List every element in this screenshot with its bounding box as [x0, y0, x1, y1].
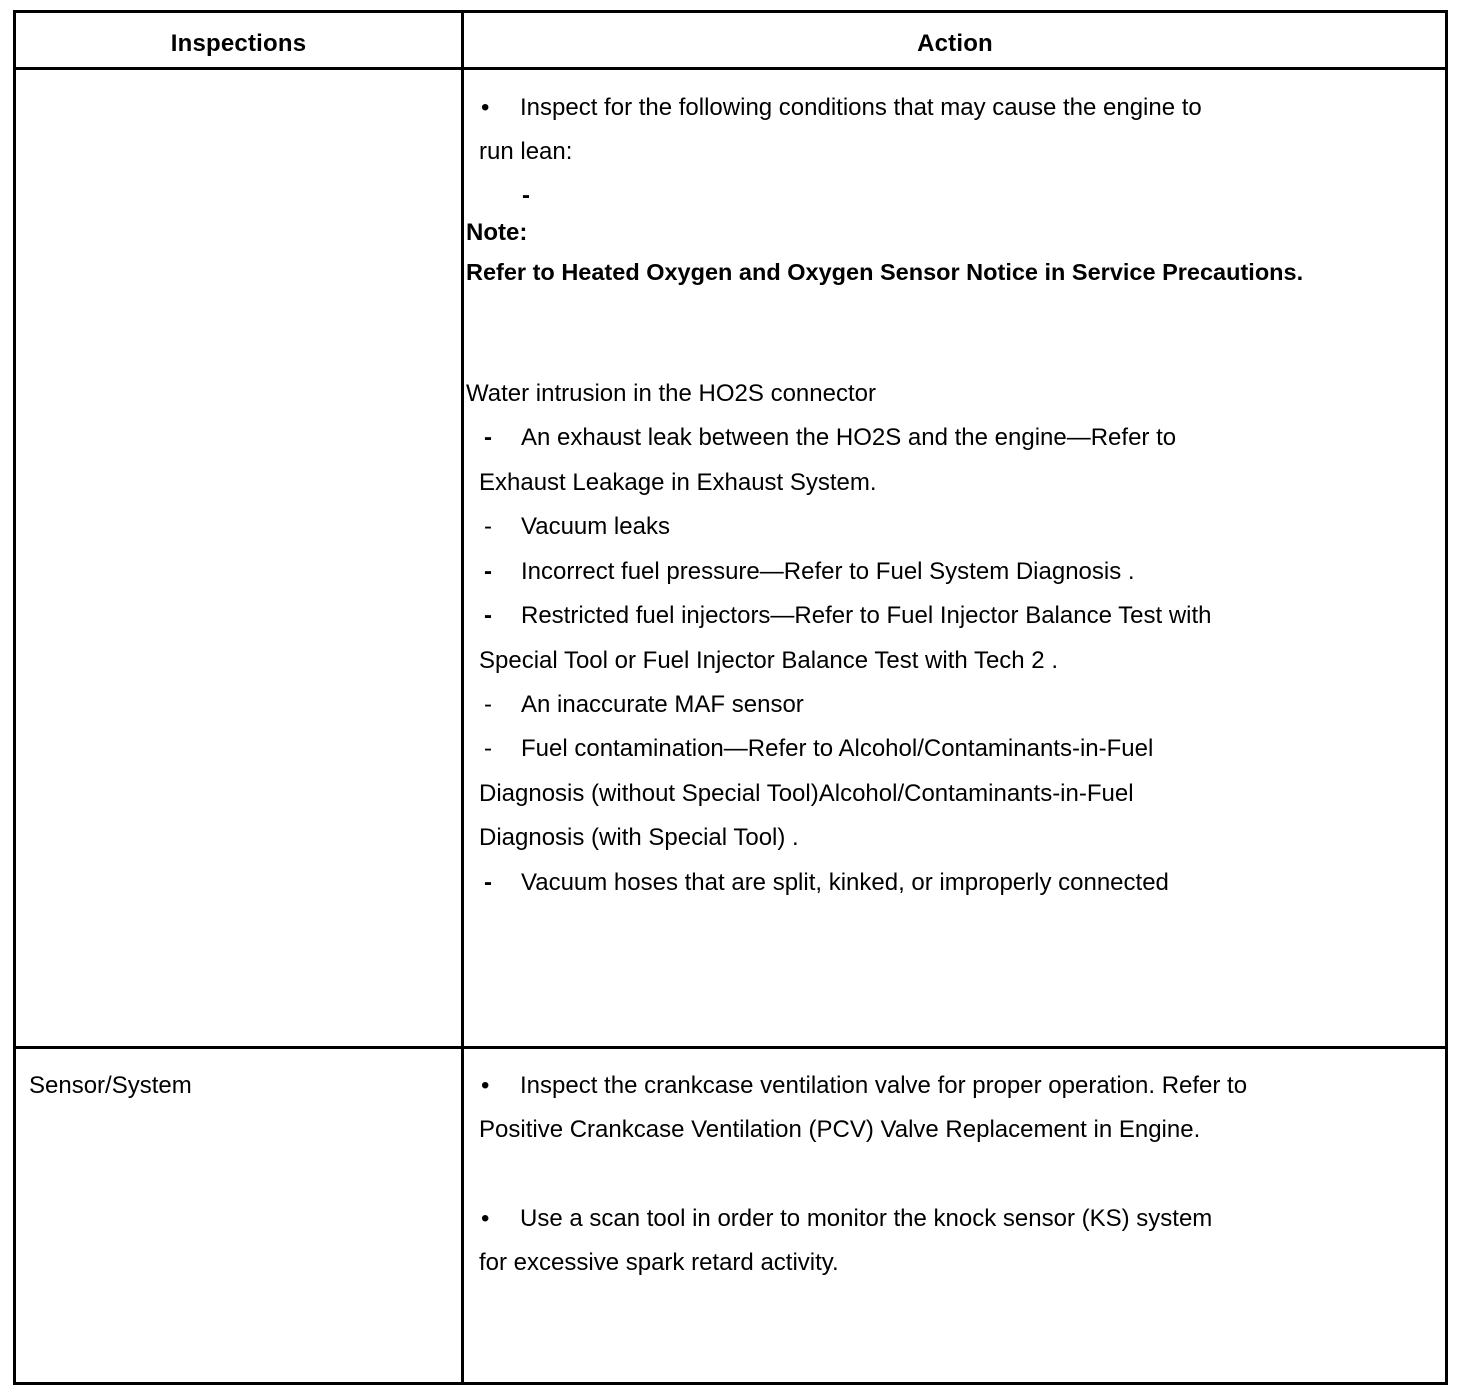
row2-bullet2-line2: for excessive spark retard activity. [479, 1249, 839, 1276]
dash-marker: - [484, 735, 492, 762]
list-item: An exhaust leak between the HO2S and the engine—Refer to [521, 424, 1177, 451]
row-divider [13, 1046, 1448, 1049]
bullet-marker: • [481, 1205, 490, 1232]
dash-marker: - [484, 691, 492, 718]
list-item-continuation: Exhaust Leakage in Exhaust System. [479, 469, 877, 496]
dash-marker: - [522, 182, 530, 209]
dash-marker: - [484, 558, 492, 585]
list-item-continuation: Diagnosis (without Special Tool)Alcohol/Contaminants-in-Fuel [479, 780, 1134, 807]
list-item: Fuel contamination—Refer to Alcohol/Contaminants-in-Fuel [521, 735, 1154, 762]
column-divider [461, 10, 464, 1385]
list-item: Incorrect fuel pressure—Refer to Fuel System Diagnosis . [521, 558, 1135, 585]
list-item-continuation: Special Tool or Fuel Injector Balance Test with Tech 2 . [479, 647, 1058, 674]
list-item: Restricted fuel injectors—Refer to Fuel Injector Balance Test with [521, 602, 1212, 629]
list-item: Vacuum hoses that are split, kinked, or improperly connected [521, 869, 1169, 896]
bullet-marker: • [481, 94, 490, 121]
header-inspections: Inspections [170, 30, 307, 57]
list-item: Vacuum leaks [521, 513, 670, 540]
dash-marker: - [484, 869, 492, 896]
dash-marker: - [484, 602, 492, 629]
row2-inspection-cell: Sensor/System [29, 1072, 192, 1099]
row1-bullet1-line2: run lean: [479, 138, 573, 165]
list-item: An inaccurate MAF sensor [521, 691, 804, 718]
water-intrusion-text: Water intrusion in the HO2S connector [466, 380, 876, 407]
note-label: Note: [466, 219, 528, 246]
dash-marker: - [484, 513, 492, 540]
row2-bullet1-line2: Positive Crankcase Ventilation (PCV) Valve Replacement in Engine. [479, 1116, 1201, 1143]
row1-bullet1-line1: Inspect for the following conditions that may cause the engine to [520, 94, 1202, 121]
dash-marker: - [484, 424, 492, 451]
row2-bullet1-line1: Inspect the crankcase ventilation valve for proper operation. Refer to [520, 1072, 1248, 1099]
header-divider [13, 67, 1448, 70]
header-action: Action [917, 30, 993, 57]
note-text: Refer to Heated Oxygen and Oxygen Sensor Notice in Service Precautions. [466, 259, 1304, 285]
list-item-continuation: Diagnosis (with Special Tool) . [479, 824, 799, 851]
row2-bullet2-line1: Use a scan tool in order to monitor the knock sensor (KS) system [520, 1205, 1213, 1232]
bullet-marker: • [481, 1072, 490, 1099]
